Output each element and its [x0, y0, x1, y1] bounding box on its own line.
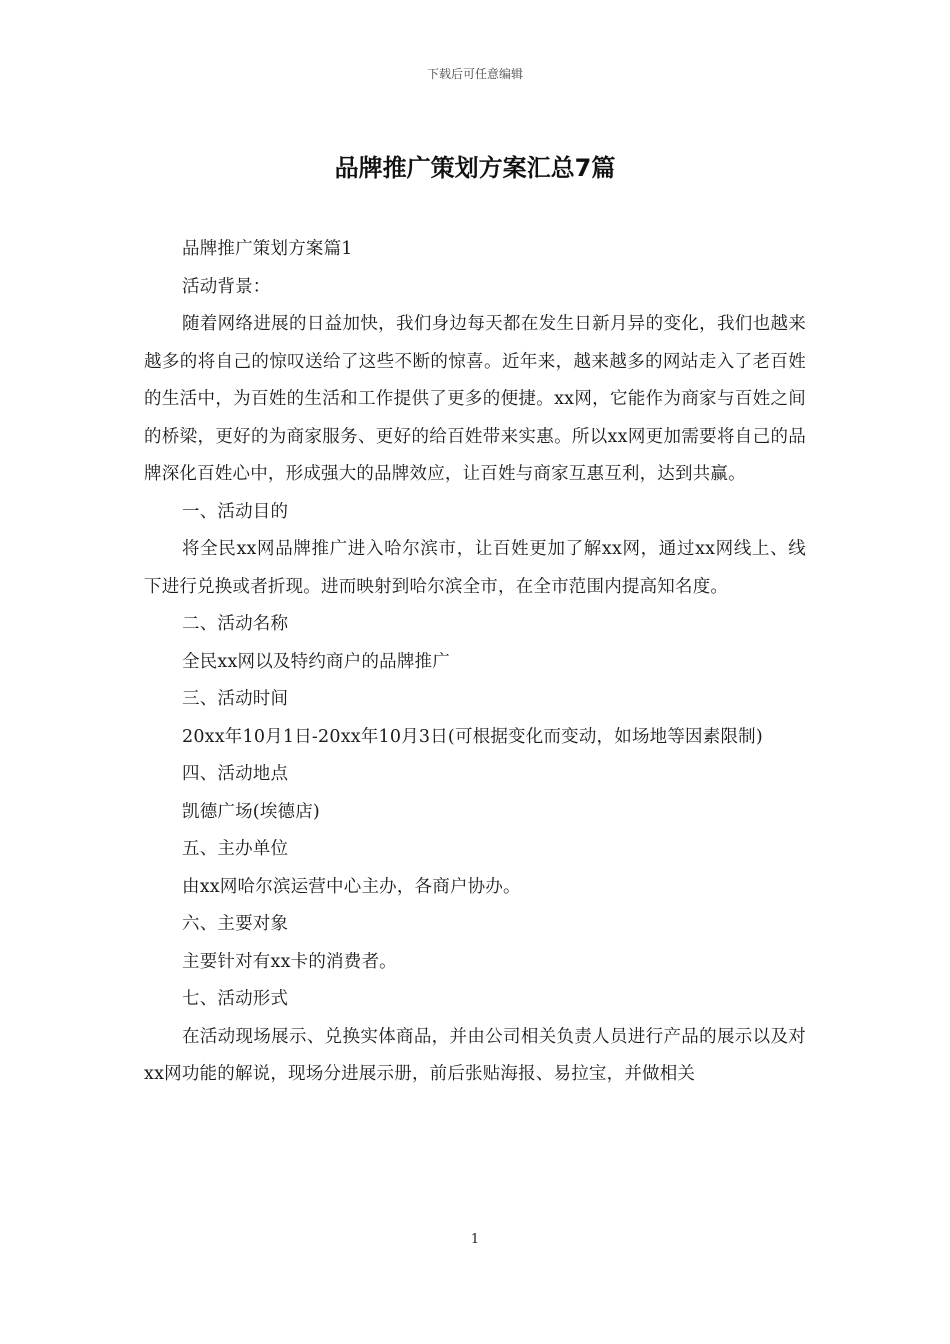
paragraph-audience: 主要针对有xx卡的消费者。 — [182, 951, 397, 972]
document-body — [144, 231, 806, 1094]
header-note: 下载后可任意编辑 — [426, 67, 523, 81]
heading-time: 三、活动时间 — [182, 689, 289, 709]
section-heading-part1: 品牌推广策划方案篇1 — [182, 239, 353, 259]
paragraph-organizer: 由xx网哈尔滨运营中心主办，各商户协办。 — [182, 876, 521, 897]
heading-format: 七、活动形式 — [182, 989, 289, 1009]
heading-organizer: 五、主办单位 — [182, 839, 289, 859]
paragraph-name: 全民xx网以及特约商户的品牌推广 — [182, 651, 450, 672]
paragraph-format: 在活动现场展示、兑换实体商品，并由公司相关负责人员进行产品的展示以及对xx网功能的解说，现场分进展示册，前后张贴海报、易拉宝，并做相关 — [144, 1026, 806, 1084]
page-number: 1 — [470, 1232, 480, 1247]
heading-audience: 六、主要对象 — [182, 914, 289, 934]
paragraph-purpose: 将全民xx网品牌推广进入哈尔滨市，让百姓更加了解xx网，通过xx网线上、线下进行兑换或者折现。进而映射到哈尔滨全市，在全市范围内提高知名度。 — [144, 539, 806, 597]
heading-name: 二、活动名称 — [182, 614, 289, 634]
heading-purpose: 一、活动目的 — [182, 501, 289, 522]
label-background: 活动背景： — [182, 276, 271, 297]
paragraph-background: 随着网络进展的日益加快，我们身边每天都在发生日新月异的变化，我们也越来越多的将自己的惊叹送给了这些不断的惊喜。近年来，越来越多的网站走入了老百姓的生活中，为百姓的生活和工作提供了更多的便捷。xx网，它能作为商家与百姓之间的桥梁，更好的为商家服务、更好的给百姓带来实惠。所以xx网更加需要将自己的品牌深化百姓心中，形成强大的品牌效应，让百姓与商家互惠互利，达到共赢。 — [144, 314, 806, 484]
paragraph-location: 凯德广场(埃德店) — [182, 801, 320, 822]
paragraph-time: 20xx年10月1日-20xx年10月3日(可根据变化而变动，如场地等因素限制) — [182, 726, 763, 747]
heading-location: 四、活动地点 — [182, 764, 289, 784]
document-title: 品牌推广策划方案汇总7篇 — [334, 154, 616, 182]
